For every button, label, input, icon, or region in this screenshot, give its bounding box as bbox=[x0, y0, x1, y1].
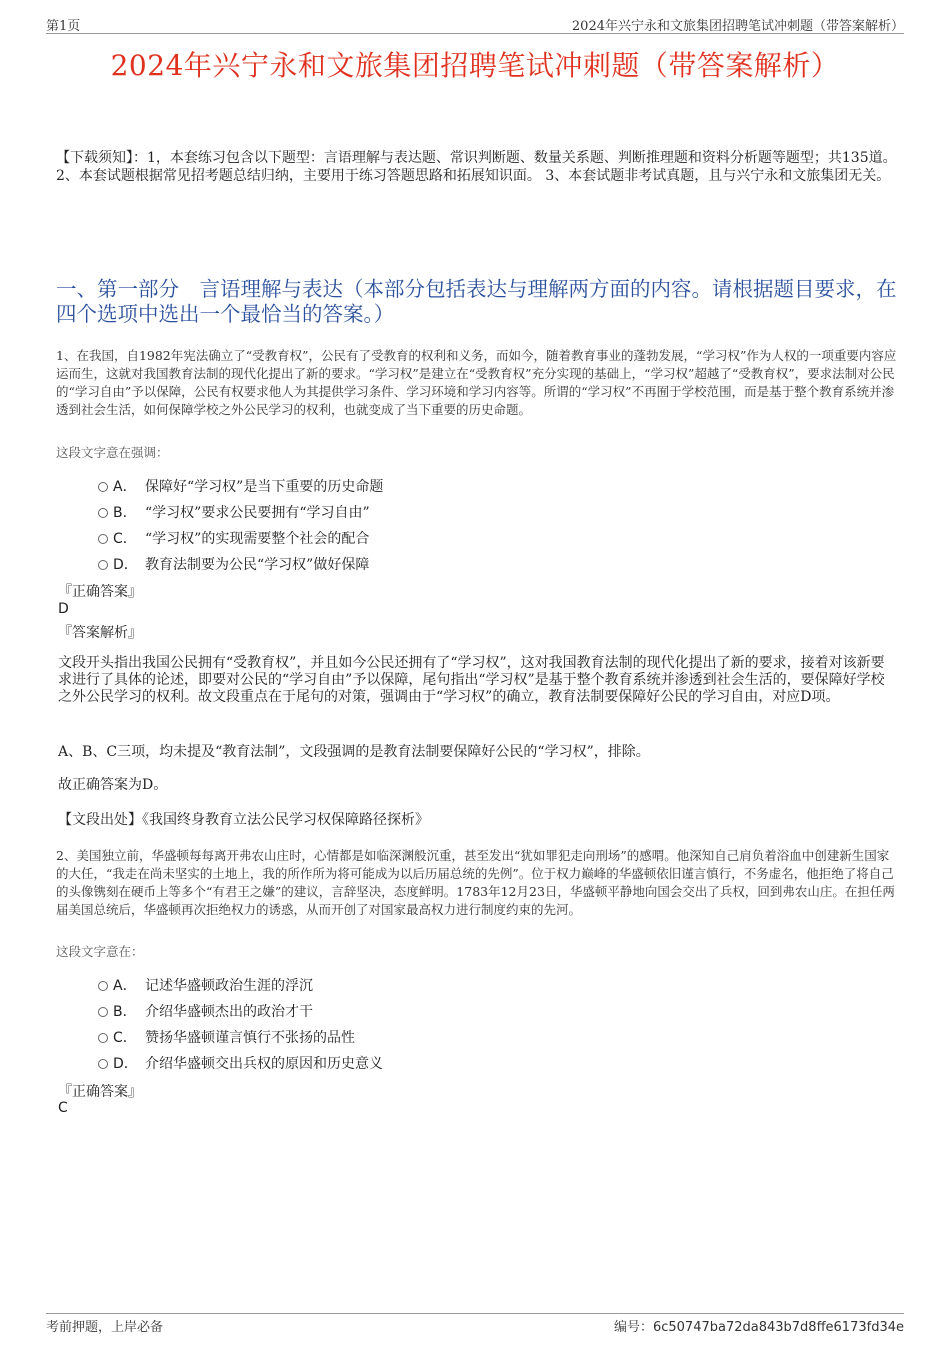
document-title: 2024年兴宁永和文旅集团招聘笔试冲刺题（带答案解析） bbox=[110, 49, 840, 82]
question-1-analysis-options: A、B、C三项，均未提及“教育法制”，文段强调的是教育法制要保障好公民的“学习权”，排除。 bbox=[58, 744, 650, 760]
option-text: 教育法制要为公民“学习权”做好保障 bbox=[145, 557, 370, 573]
section-title: 一、第一部分 言语理解与表达（本部分包括表达与理解两方面的内容。请根据题目要求，在四个选项中选出一个最恰当的答案。） bbox=[56, 277, 897, 326]
option-letter: C． bbox=[113, 531, 137, 547]
radio-button-icon[interactable] bbox=[98, 482, 108, 492]
option-letter: D． bbox=[113, 557, 138, 573]
option-text: 记述华盛顿政治生涯的浮沉 bbox=[145, 978, 313, 994]
question-1-analysis-label: 『答案解析』 bbox=[58, 625, 142, 641]
option-text: 赞扬华盛顿谨言慎行不张扬的品性 bbox=[145, 1030, 355, 1046]
option-letter: A． bbox=[113, 978, 137, 994]
question-1-source: 【文段出处】《我国终身教育立法公民学习权保障路径探析》 bbox=[58, 812, 429, 828]
footer-code-label: 编号： bbox=[613, 1320, 653, 1335]
option-letter: C． bbox=[113, 1030, 137, 1046]
question-2-answer-label: 『正确答案』 bbox=[58, 1084, 142, 1100]
option-text: “学习权”要求公民要拥有“学习自由” bbox=[145, 505, 370, 521]
radio-button-icon[interactable] bbox=[98, 508, 108, 518]
footer-code bbox=[614, 1316, 904, 1335]
radio-button-icon[interactable] bbox=[98, 560, 108, 570]
question-2-prompt: 这段文字意在： bbox=[56, 944, 144, 959]
question-2-answer: C bbox=[58, 1100, 68, 1116]
option-text: 介绍华盛顿杰出的政治才干 bbox=[145, 1004, 313, 1020]
option-text: 保障好“学习权”是当下重要的历史命题 bbox=[145, 479, 384, 495]
question-1-analysis-conclusion: 故正确答案为D。 bbox=[58, 777, 168, 793]
radio-button-icon[interactable] bbox=[98, 981, 108, 991]
option-letter: D． bbox=[113, 1056, 138, 1072]
radio-button-icon[interactable] bbox=[98, 1033, 108, 1043]
download-notice: 【下载须知】：1，本套练习包含以下题型：言语理解与表达题、常识判断题、数量关系题、判断推理题和资料分析题等题型；共135道。 2、本套试题根据常见招考题总结归纳，主要用于练习答题思路和拓展知识面。 3、本套试题非考试真题，且与兴宁永和文旅集团无关。 bbox=[56, 150, 897, 184]
option-letter: B． bbox=[113, 505, 137, 521]
question-1-answer-label: 『正确答案』 bbox=[58, 584, 142, 600]
question-1-prompt: 这段文字意在强调： bbox=[56, 445, 169, 460]
question-1-analysis-paragraph: 文段开头指出我国公民拥有“受教育权”，并且如今公民还拥有了“学习权”，这对我国教育法制的现代化提出了新的要求，接着对该新要求进行了具体的论述，即要对公民的“学习自由”予以保障，尾句指出“学习权”是基于整个教育系统并渗透到社会生活的，要保障好学校之外公民学习的权利。故文段重点在于尾句的对策，强调由于“学习权”的确立，教育法制要保障好公民的学习自由，对应D项。 bbox=[58, 655, 885, 705]
radio-button-icon[interactable] bbox=[98, 534, 108, 544]
footer-slogan: 考前押题，上岸必备 bbox=[46, 1320, 164, 1335]
option-text: 介绍华盛顿交出兵权的原因和历史意义 bbox=[145, 1056, 383, 1072]
option-letter: A． bbox=[113, 479, 137, 495]
option-text: “学习权”的实现需要整个社会的配合 bbox=[145, 531, 370, 547]
radio-button-icon[interactable] bbox=[98, 1059, 108, 1069]
option-letter: B． bbox=[113, 1004, 137, 1020]
question-1-stem: 1、在我国，自1982年宪法确立了“受教育权”，公民有了受教育的权利和义务，而如今，随着教育事业的蓬勃发展，“学习权”作为人权的一项重要内容应运而生，这就对我国教育法制的现代化提出了新的要求。“学习权”是建立在“受教育权”充分实现的基础上，“学习权”超越了“受教育权”，要求法制对公民的“学习自由”予以保障，公民有权要求他人为其提供学习条件、学习环境和学习内容等。所谓的“学习权”不再囿于学校范围，而是基于整个教育系统并渗透到社会生活，如何保障学校之外公民学习的权利，也就变成了当下重要的历史命题。 bbox=[56, 348, 897, 417]
page-header bbox=[46, 13, 904, 34]
question-2-stem: 2、美国独立前，华盛顿每每离开弗农山庄时，心情都是如临深渊般沉重，甚至发出“犹如罪犯走向刑场”的感喟。他深知自己肩负着浴血中创建新生国家的大任，“我走在尚未坚实的土地上，我的所作所为将可能成为以后历届总统的先例”。位于权力巅峰的华盛顿依旧谨言慎行，不务虚名，他拒绝了将自己的头像镌刻在硬币上等多个“有君王之嫌”的建议，言辞坚决，态度鲜明。1783年12月23日，华盛顿平静地向国会交出了兵权，回到弗农山庄。在担任两届美国总统后，华盛顿再次拒绝权力的诱惑，从而开创了对国家最高权力进行制度约束的先河。 bbox=[56, 848, 895, 917]
question-1-answer: D bbox=[58, 601, 69, 617]
page-footer bbox=[46, 1313, 904, 1335]
header-doc-title: 2024年兴宁永和文旅集团招聘笔试冲刺题（带答案解析） bbox=[571, 19, 904, 34]
footer-code-value: 6c50747ba72da843b7d8ffe6173fd34e bbox=[652, 1320, 904, 1335]
radio-button-icon[interactable] bbox=[98, 1007, 108, 1017]
page-number: 第1页 bbox=[46, 19, 81, 34]
